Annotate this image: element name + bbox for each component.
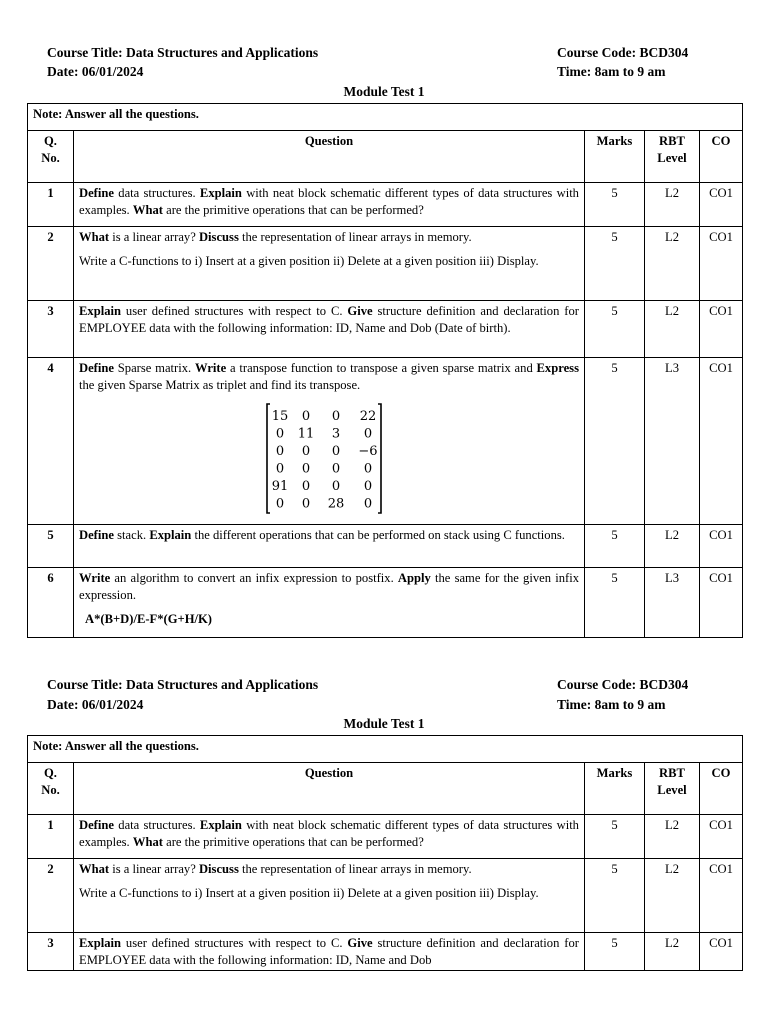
col-header-question: Question: [74, 763, 585, 815]
instructions-note: Note: Answer all the questions.: [28, 104, 743, 131]
question-fragment: user defined structures with respect to C.: [121, 304, 348, 318]
action-verb: Define: [79, 361, 114, 375]
col-header-co: CO: [700, 763, 743, 815]
question-text: [74, 301, 585, 358]
question-row: [28, 859, 743, 933]
question-marks: 5: [585, 525, 645, 568]
question-fragment: the same for the given infix expression.: [79, 571, 579, 602]
matrix-cell: 0: [275, 461, 285, 477]
question-number: 5: [28, 525, 74, 568]
col-header-question: Question: [74, 131, 585, 183]
question-text: [74, 859, 585, 933]
question-rbt-level: L2: [645, 183, 700, 227]
action-verb: Define: [79, 818, 114, 832]
question-fragment: the representation of linear arrays in memory.: [238, 230, 472, 244]
col-header-marks: Marks: [585, 131, 645, 183]
question-fragment: structure definition and declaration for EMPLOYEE data with the following information: ID, Name and Dob (Date of birth).: [79, 304, 579, 335]
course-title: Course Title: Data Structures and Applications: [47, 677, 319, 692]
question-paragraph: Write a C-functions to i) Insert at a given position ii) Delete at a given position iii) Display.: [79, 885, 539, 900]
question-paragraph: [79, 527, 579, 544]
question-row: [28, 525, 743, 568]
matrix-cell: 11: [297, 426, 315, 442]
table-header-row: [28, 131, 743, 183]
action-verb: Give: [347, 304, 373, 318]
question-marks: 5: [585, 859, 645, 933]
question-paragraph: [79, 570, 579, 603]
question-number: 1: [28, 815, 74, 859]
matrix-left-bracket: [267, 404, 270, 513]
question-text: [74, 815, 585, 859]
col-header-co: CO: [700, 131, 743, 183]
question-number: 6: [28, 568, 74, 638]
question-marks: 5: [585, 301, 645, 358]
exam-time: Time: 8am to 9 am: [557, 64, 666, 79]
question-number: 3: [28, 301, 74, 358]
matrix-cell: 91: [271, 479, 289, 494]
action-verb: What: [132, 202, 163, 217]
question-co: CO1: [700, 525, 743, 568]
question-co: CO1: [700, 301, 743, 358]
question-row: [28, 933, 743, 971]
question-number: 3: [28, 933, 74, 971]
matrix-cell: 22: [359, 409, 377, 424]
question-row: [28, 815, 743, 859]
question-marks: 5: [585, 358, 645, 525]
matrix-cell: 0: [363, 426, 373, 442]
matrix-cell: 28: [327, 496, 345, 512]
question-paragraph: [79, 861, 579, 878]
action-verb: Discuss: [198, 230, 239, 244]
matrix-cell: 0: [301, 479, 311, 494]
action-verb: What: [79, 862, 110, 876]
action-verb: Explain: [199, 186, 242, 200]
question-text: [74, 568, 585, 638]
action-verb: What: [132, 834, 163, 849]
matrix-cell: 3: [331, 426, 341, 442]
matrix-cell: 15: [271, 409, 289, 424]
action-verb: Discuss: [198, 862, 239, 876]
question-co: CO1: [700, 859, 743, 933]
question-rbt-level: L3: [645, 358, 700, 525]
action-verb: Explain: [149, 528, 192, 542]
question-table: [27, 103, 743, 638]
question-rbt-level: L2: [645, 525, 700, 568]
question-fragment: the different operations that can be performed on stack using C functions.: [191, 528, 565, 542]
question-paragraph: [79, 935, 579, 968]
matrix-cell: 0: [331, 409, 341, 424]
question-row: [28, 227, 743, 301]
question-marks: 5: [585, 568, 645, 638]
question-paragraph: Write a C-functions to i) Insert at a given position ii) Delete at a given position iii) Display.: [79, 253, 539, 268]
question-rbt-level: L3: [645, 568, 700, 638]
course-code: Course Code: BCD304: [557, 45, 689, 60]
col-header-qno: Q. No.: [28, 763, 74, 815]
question-rbt-level: L2: [645, 227, 700, 301]
question-row: [28, 358, 743, 525]
question-fragment: are the primitive operations that can be performed?: [162, 202, 424, 217]
question-rbt-level: L2: [645, 859, 700, 933]
course-title: Course Title: Data Structures and Applications: [47, 45, 319, 60]
matrix-cell: 0: [275, 444, 285, 459]
question-number: 2: [28, 859, 74, 933]
matrix-cell: 0: [301, 444, 311, 459]
col-header-marks: Marks: [585, 763, 645, 815]
question-table: [27, 735, 743, 971]
question-number: 2: [28, 227, 74, 301]
question-fragment: Sparse matrix.: [113, 361, 195, 375]
question-fragment: data structures.: [113, 186, 200, 200]
action-verb: Explain: [79, 304, 121, 318]
action-verb: Write: [194, 361, 227, 375]
question-marks: 5: [585, 933, 645, 971]
action-verb: Write: [79, 571, 111, 585]
question-fragment: is a linear array?: [109, 862, 199, 876]
question-fragment: stack.: [113, 528, 150, 542]
sparse-matrix: [265, 403, 383, 514]
action-verb: Express: [536, 361, 579, 375]
matrix-right-bracket: [378, 404, 381, 513]
question-rbt-level: L2: [645, 815, 700, 859]
question-paragraph: [79, 360, 579, 393]
action-verb: Explain: [79, 936, 121, 950]
matrix-cell: 0: [301, 409, 311, 424]
col-header-rbt-level: RBT Level: [645, 763, 700, 815]
matrix-cell: 0: [301, 496, 311, 512]
exam-date: Date: 06/01/2024: [47, 64, 144, 79]
matrix-cell: −6: [358, 444, 378, 459]
question-text: [74, 358, 585, 525]
matrix-cell: 0: [363, 496, 373, 512]
question-text: [74, 525, 585, 568]
col-header-qno: Q. No.: [28, 131, 74, 183]
question-marks: 5: [585, 227, 645, 301]
col-header-rbt-level: RBT Level: [645, 131, 700, 183]
question-fragment: user defined structures with respect to C.: [121, 936, 348, 950]
question-number: 4: [28, 358, 74, 525]
question-text: [74, 933, 585, 971]
action-verb: Define: [79, 528, 114, 542]
question-marks: 5: [585, 183, 645, 227]
question-row: [28, 301, 743, 358]
question-fragment: are the primitive operations that can be performed?: [162, 834, 424, 849]
question-row: [28, 568, 743, 638]
question-paragraph: [79, 303, 579, 336]
table-header-row: [28, 763, 743, 815]
action-verb: Apply: [397, 571, 431, 585]
question-co: CO1: [700, 227, 743, 301]
action-verb: What: [79, 230, 110, 244]
question-co: CO1: [700, 933, 743, 971]
course-code: Course Code: BCD304: [557, 677, 689, 692]
question-fragment: with neat block schematic different types of data structures with examples.: [79, 818, 579, 849]
action-verb: Explain: [199, 818, 242, 832]
matrix-cell: 0: [301, 461, 311, 477]
matrix-cell: 0: [331, 444, 341, 459]
matrix-cell: 0: [331, 461, 341, 477]
question-text: [74, 227, 585, 301]
exam-date: Date: 06/01/2024: [47, 697, 144, 712]
question-co: CO1: [700, 815, 743, 859]
question-fragment: data structures.: [113, 818, 200, 832]
question-marks: 5: [585, 815, 645, 859]
question-co: CO1: [700, 183, 743, 227]
question-fragment: a transpose function to transpose a given sparse matrix and: [226, 361, 537, 375]
matrix-cell: 0: [275, 426, 285, 442]
question-rbt-level: L2: [645, 301, 700, 358]
question-rbt-level: L2: [645, 933, 700, 971]
matrix-cell: 0: [363, 461, 373, 477]
question-fragment: the representation of linear arrays in memory.: [238, 862, 472, 876]
matrix-cell: 0: [363, 479, 373, 494]
action-verb: Give: [347, 936, 373, 950]
instructions-note: Note: Answer all the questions.: [28, 736, 743, 763]
question-text: [74, 183, 585, 227]
action-verb: Define: [79, 186, 114, 200]
exam-time: Time: 8am to 9 am: [557, 697, 666, 712]
question-co: CO1: [700, 358, 743, 525]
test-title: Module Test 1: [343, 84, 425, 99]
question-fragment: an algorithm to convert an infix expression to postfix.: [110, 571, 398, 585]
question-co: CO1: [700, 568, 743, 638]
infix-expression: A*(B+D)/E-F*(G+H/K): [85, 612, 212, 626]
matrix-cell: 0: [275, 496, 285, 512]
question-row: [28, 183, 743, 227]
question-paragraph: [79, 185, 579, 218]
question-fragment: is a linear array?: [109, 230, 199, 244]
question-fragment: with neat block schematic different types of data structures with examples.: [79, 186, 579, 217]
question-paragraph: [79, 229, 579, 246]
question-paragraph: [79, 817, 579, 850]
matrix-cell: 0: [331, 479, 341, 494]
question-fragment: the given Sparse Matrix as triplet and find its transpose.: [79, 377, 361, 392]
test-title: Module Test 1: [343, 716, 425, 731]
question-fragment: structure definition and declaration for EMPLOYEE data with the following information: ID, Name and Dob: [79, 936, 579, 967]
question-number: 1: [28, 183, 74, 227]
